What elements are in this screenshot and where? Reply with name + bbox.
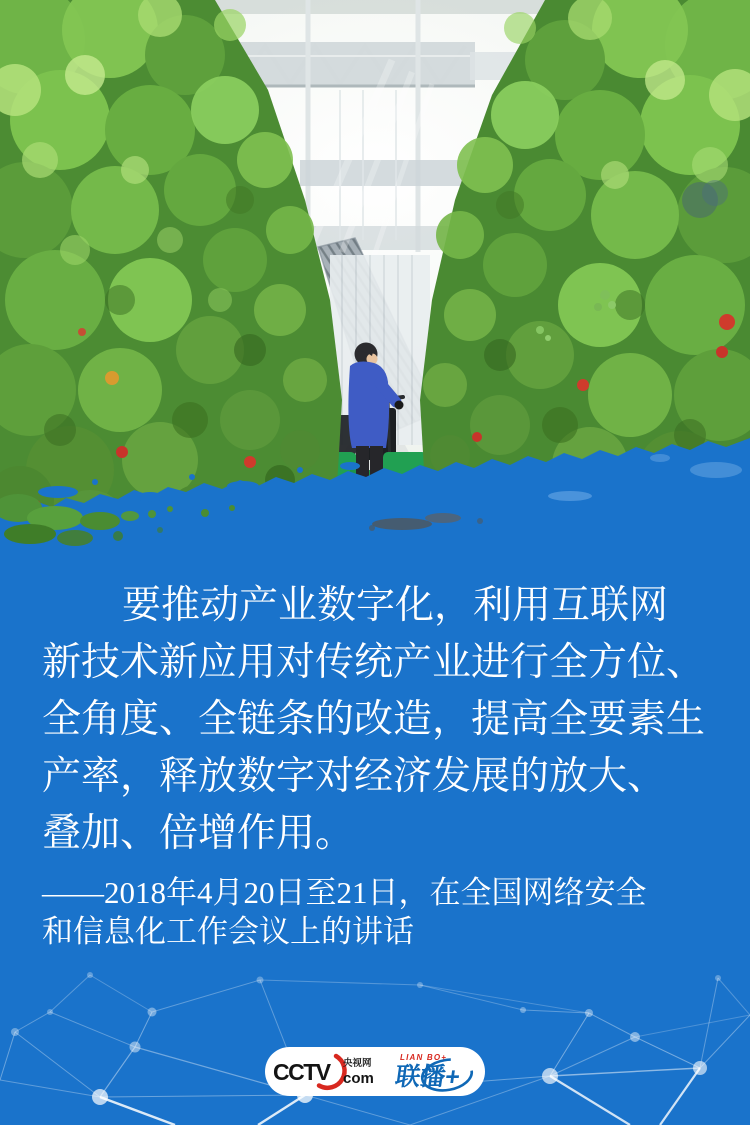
attribution-line: 和信息化工作会议上的讲话 — [42, 914, 414, 949]
network-pattern — [0, 955, 750, 1125]
quote-attribution — [42, 873, 720, 951]
cctv-wordmark: CCTV — [272, 1058, 330, 1085]
footer-logo-pill — [265, 1047, 485, 1096]
quote-line: 全角度、全链条的改造，提高全要素生 — [42, 698, 706, 741]
lianbo-wordmark: 联播+ — [392, 1062, 462, 1091]
cctv-logo — [273, 1052, 385, 1092]
cctv-domain: com — [342, 1069, 374, 1087]
quote-line: 新技术新应用对传统产业进行全方位、 — [42, 641, 706, 684]
quote-line: 产率，释放数字对经济发展的放大、 — [42, 755, 667, 798]
lianbo-logo — [390, 1051, 478, 1093]
quote-text — [42, 577, 720, 862]
cctv-site-name: 央视网 — [342, 1057, 372, 1069]
quote-line: 叠加、倍增作用。 — [42, 812, 355, 855]
attribution-line: ——2018年4月20日至21日，在全国网络安全 — [42, 875, 647, 910]
quote-line: 要推动产业数字化，利用互联网 — [122, 584, 669, 627]
lianbo-latin-text: LIAN BO+ — [399, 1052, 447, 1062]
greenhouse-photo — [0, 0, 750, 548]
